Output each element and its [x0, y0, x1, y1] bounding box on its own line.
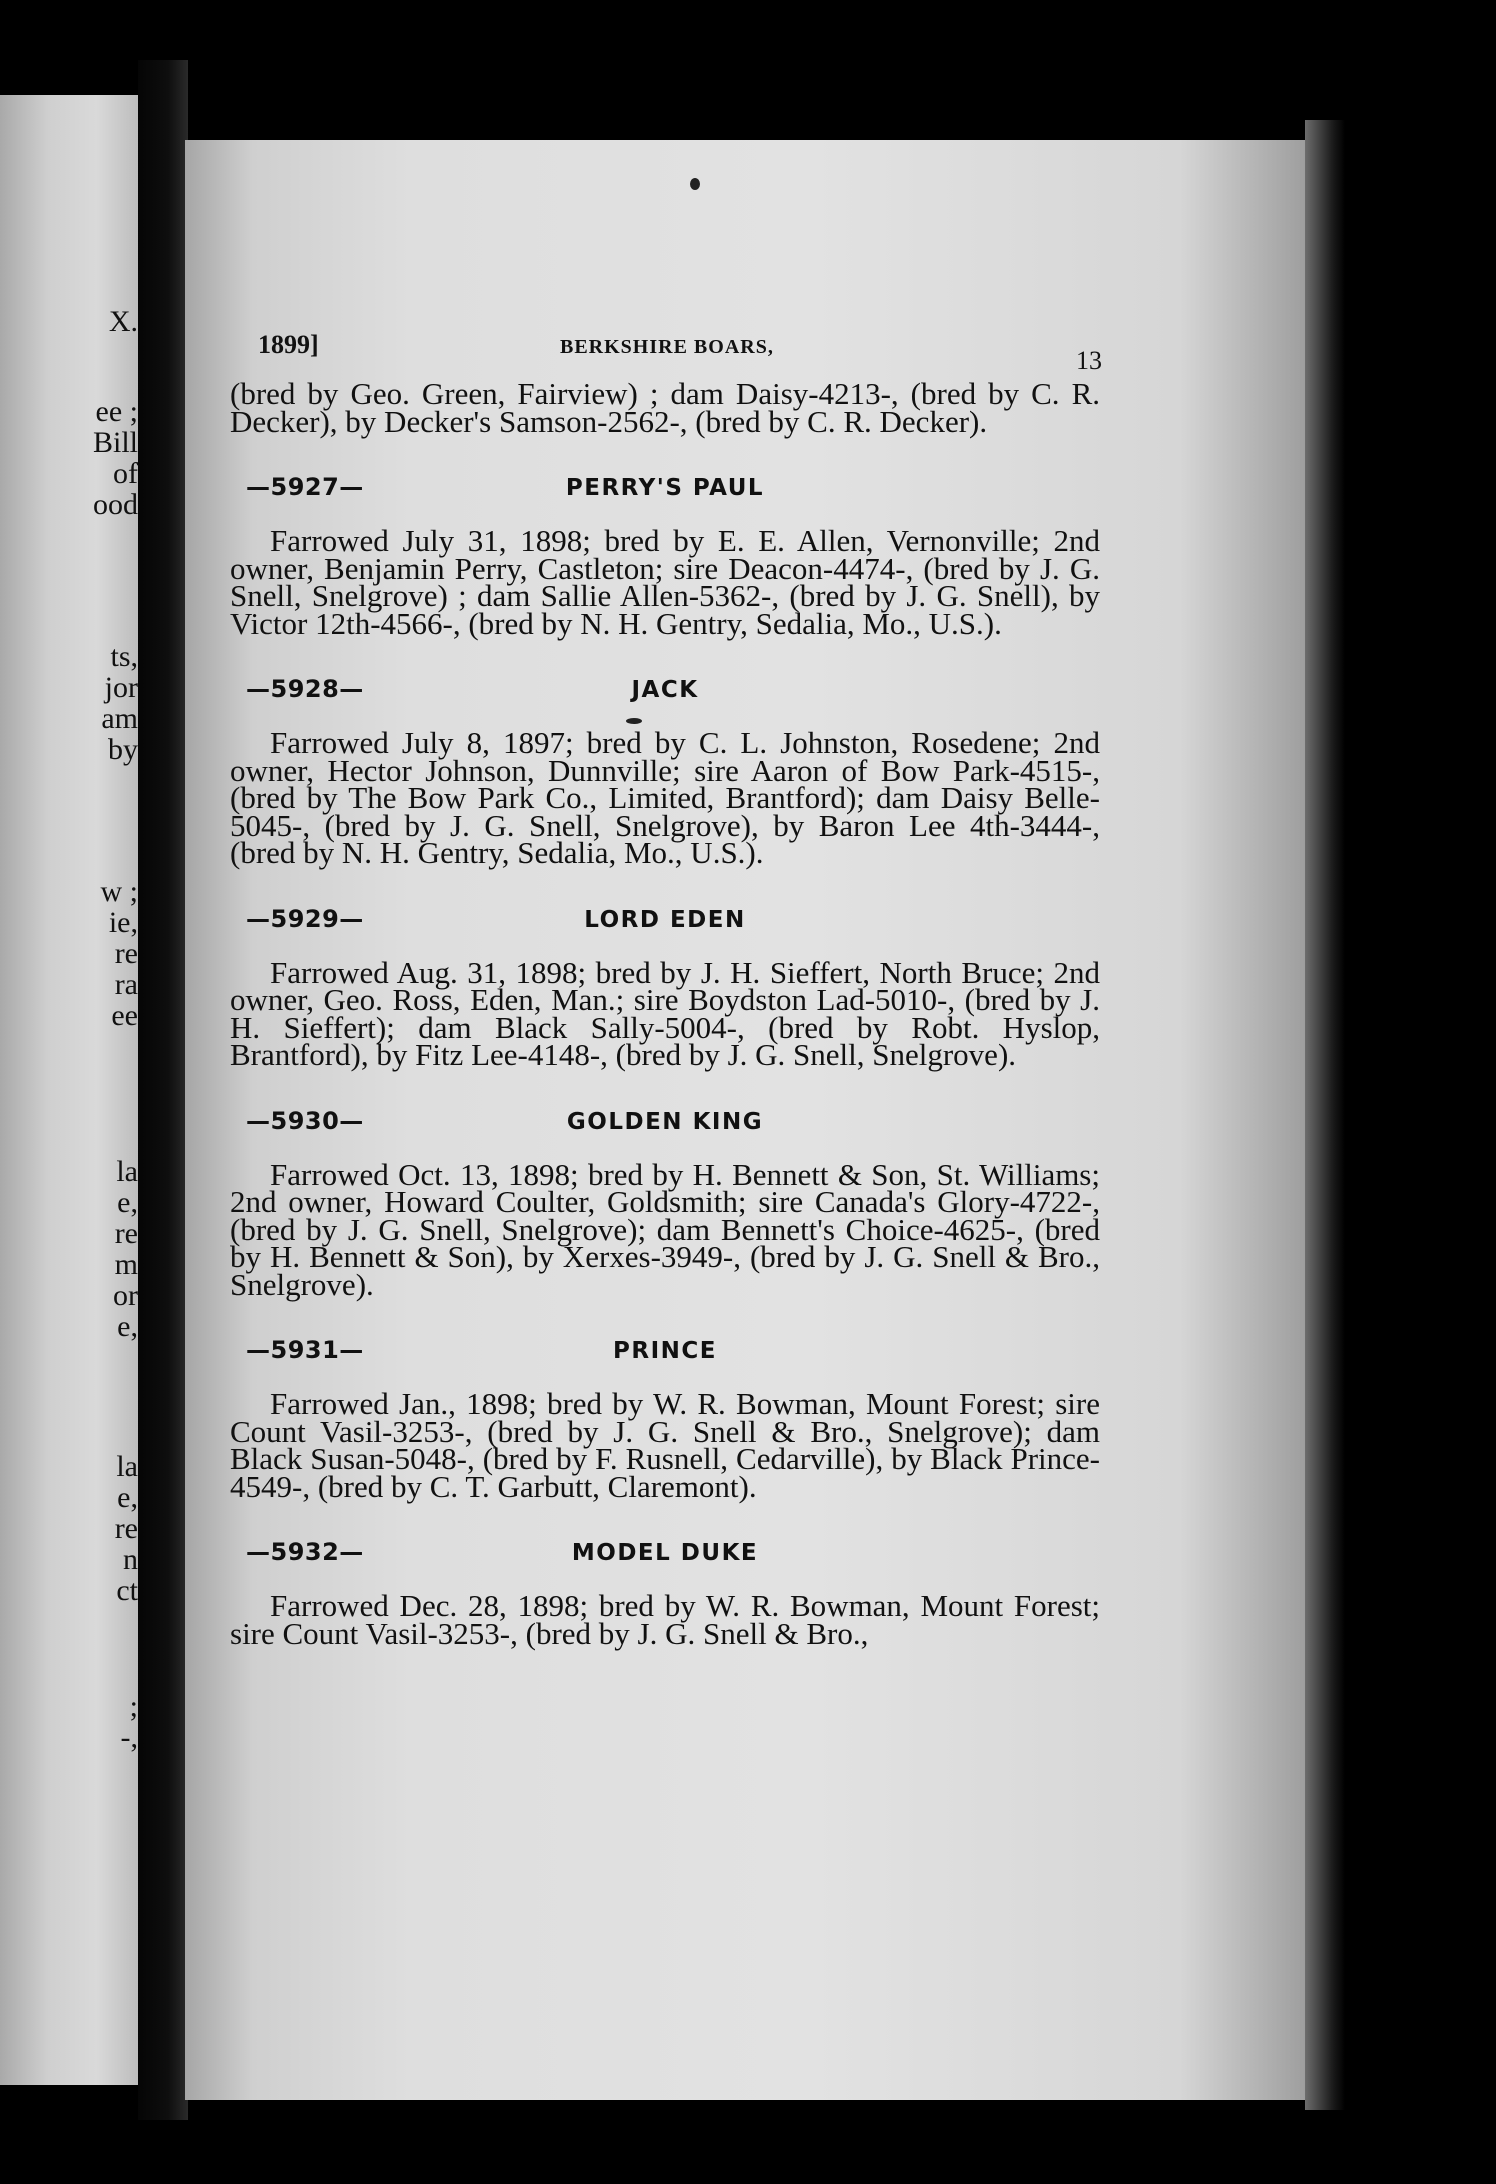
entry-text: Farrowed July 8, 1897; bred by C. L. Johnston, Rosedene; 2nd owner, Hector Johnson, Dunnville; sire Aaron of Bow Park-4515-, (bred by The Bow Park Co., Limited, Brantford); dam Daisy Belle-5045-, (bred by J. G. Snell, Snelgrove), by Baron Lee 4th-3444-, (bred by N. H. Gentry, Sedalia, Mo., U.S.).: [230, 725, 1100, 870]
entry-text: Farrowed Oct. 13, 1898; bred by H. Bennett & Son, St. Williams; 2nd owner, Howard Coulter, Goldsmith; sire Canada's Glory-4722-, (bred by J. G. Snell, Snelgrove); dam Bennett's Choice-4625-, (bred by H. Bennett & Son), by Xerxes-3949-, (bred by J. G. Snell & Bro., Snelgrove).: [230, 1156, 1100, 1302]
entry-number: —5927—: [246, 473, 364, 501]
entry-text: Farrowed Dec. 28, 1898; bred by W. R. Bowman, Mount Forest; sire Count Vasil-3253-, (bred by J. G. Snell & Bro.,: [230, 1588, 1100, 1651]
page-content: [230, 330, 1102, 1651]
left-page-text: n: [123, 1543, 138, 1576]
running-head-year: 1899]: [258, 330, 319, 359]
entry-name: PRINCE: [613, 1338, 717, 1364]
left-page-text: la: [116, 1450, 138, 1483]
left-page-text: m: [114, 1248, 138, 1281]
left-page-text: or: [113, 1279, 138, 1312]
left-page-text: e,: [117, 1481, 138, 1514]
entry-text: Farrowed July 31, 1898; bred by E. E. Allen, Vernonville; 2nd owner, Benjamin Perry, Castleton; sire Deacon-4474-, (bred by J. G. Snell, Snelgrove) ; dam Sallie Allen-5362-, (bred by J. G. Snell), by Victor 12th-4566-, (bred by N. H. Gentry, Sedalia, Mo., U.S.).: [230, 523, 1100, 641]
left-page-text: X.: [108, 305, 138, 338]
left-page-text: ct: [116, 1574, 138, 1607]
left-page-text: ra: [114, 968, 138, 1001]
book-gutter: [138, 60, 188, 2120]
left-page-text: e,: [117, 1310, 138, 1343]
entry-heading: [230, 1103, 1100, 1139]
left-page-text: ie,: [108, 906, 138, 939]
scan-speck: [690, 178, 700, 190]
left-page-text: -,: [120, 1721, 138, 1754]
entry: [230, 901, 1100, 1072]
entry-heading: [230, 1332, 1100, 1368]
left-page-text: re: [114, 1512, 138, 1545]
entry-number: —5932—: [246, 1538, 364, 1566]
left-page-text: ood: [93, 488, 138, 521]
entry-name: MODEL DUKE: [571, 1540, 759, 1566]
left-page-text: ee ;: [95, 395, 138, 428]
left-page-text: ;: [129, 1690, 138, 1723]
continuation-paragraph: (bred by Geo. Green, Fairview) ; dam Daisy-4213-, (bred by C. R. Decker), by Decker's Samson-2562-, (bred by C. R. Decker).: [230, 376, 1100, 439]
entry-heading: [230, 1534, 1100, 1570]
entry-name: PERRY'S PAUL: [565, 475, 765, 501]
left-page-text: ee: [111, 999, 138, 1032]
left-page-text: Bill: [92, 426, 138, 459]
left-page-text: ts,: [110, 640, 138, 673]
left-page-text: am: [101, 702, 138, 735]
entry: [230, 1103, 1100, 1302]
entry-text: Farrowed Aug. 31, 1898; bred by J. H. Sieffert, North Bruce; 2nd owner, Geo. Ross, Eden, Man.; sire Boydston Lad-5010-, (bred by J. H. Sieffert); dam Black Sally-5004-, (bred by Robt. Hyslop, Brantford), by Fitz Lee-4148-, (bred by J. G. Snell, Snelgrove).: [230, 954, 1100, 1072]
left-page-text: la: [116, 1155, 138, 1188]
entry-name: GOLDEN KING: [566, 1108, 764, 1135]
entry: [230, 1332, 1100, 1504]
left-page-fragment: [0, 95, 138, 2085]
left-page-text: jor: [104, 671, 138, 704]
left-page-text: e,: [117, 1186, 138, 1219]
left-page-text: of: [113, 457, 138, 490]
running-head-title: BERKSHIRE BOARS,: [560, 336, 774, 358]
entry-number: —5929—: [246, 904, 364, 933]
entry-name: LORD EDEN: [584, 906, 746, 933]
entry-number: —5928—: [246, 675, 364, 703]
running-head: [230, 330, 1100, 376]
entry-text: Farrowed Jan., 1898; bred by W. R. Bowman, Mount Forest; sire Count Vasil-3253-, (bred by J. G. Snell & Bro., Snelgrove); dam Black Susan-5048-, (bred by F. Rusnell, Cedarville), by Black Prince-4549-, (bred by C. T. Garbutt, Claremont).: [230, 1386, 1100, 1504]
left-page-text: re: [114, 937, 138, 970]
page-edge-shadow: [1305, 120, 1345, 2110]
entry-heading: [230, 469, 1100, 505]
entry-heading: [230, 671, 1100, 707]
entry-name: JACK: [631, 677, 699, 703]
entry: [230, 671, 1100, 870]
entry-number: —5931—: [246, 1336, 364, 1364]
entry-heading: [230, 901, 1100, 937]
entry-number: —5930—: [246, 1106, 364, 1135]
left-page-text: re: [114, 1217, 138, 1250]
left-page-text: by: [108, 733, 138, 766]
entry: [230, 469, 1100, 641]
entry: [230, 1534, 1100, 1651]
left-page-text: w ;: [100, 875, 138, 908]
page-number: 13: [1076, 346, 1102, 375]
